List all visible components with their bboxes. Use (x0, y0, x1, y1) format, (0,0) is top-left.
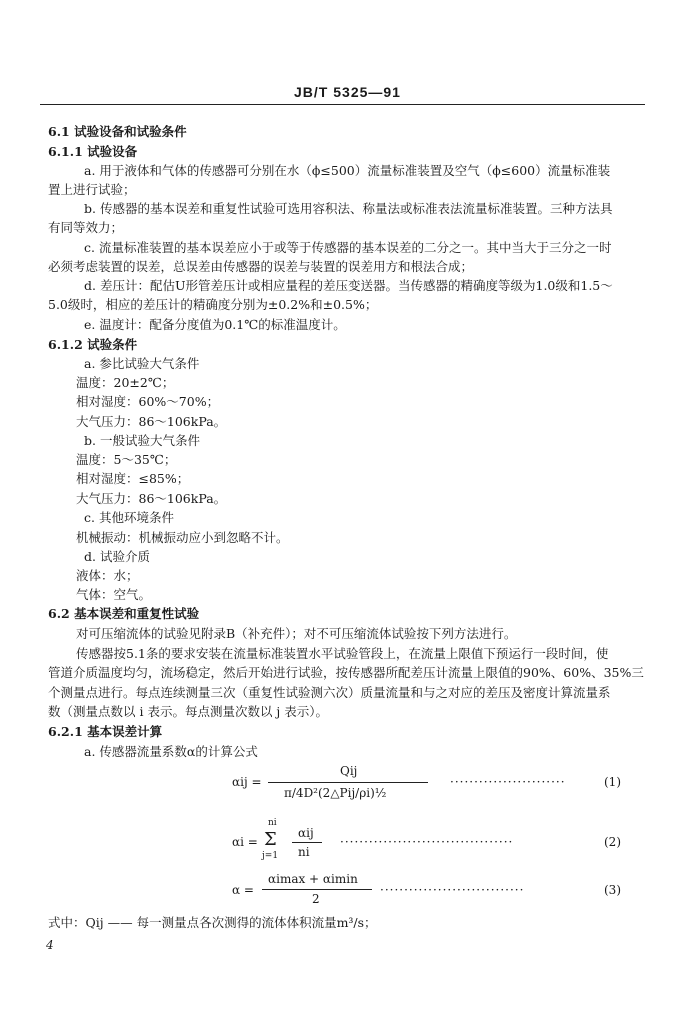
text-line: 大气压力：86～106kPa。 (76, 491, 227, 506)
formula-2-lhs: αi = (232, 835, 258, 849)
page-number: 4 (46, 938, 54, 952)
section-6-2-heading: 6.2 基本误差和重复性试验 (48, 606, 200, 621)
formula-1-number: (1) (604, 775, 621, 789)
text-line: 大气压力：86～106kPa。 (76, 414, 227, 429)
header-rule (40, 104, 645, 105)
text-line: 数（测量点数以 i 表示。每点测量次数以 j 表示）。 (48, 704, 329, 719)
section-6-2-1-heading: 6.2.1 基本误差计算 (48, 724, 163, 739)
section-6-1-2-heading: 6.1.2 试验条件 (48, 337, 138, 352)
text-line: 置上进行试验； (48, 182, 136, 197)
text-line: 个测量点进行。每点连续测量三次（重复性试验测六次）质量流量和与之对应的差压及密度计算流量系 (48, 685, 611, 700)
formula-3-fraction-bar (262, 889, 372, 890)
text-line: a. 传感器流量系数α的计算公式 (84, 744, 258, 759)
formula-3-numerator: αimax + αimin (268, 872, 358, 886)
formula-1-numerator: Qij (340, 764, 358, 778)
text-line: 温度：20±2℃； (76, 375, 175, 390)
text-line: 有同等效力； (48, 220, 124, 235)
formula-3-denominator: 2 (312, 892, 320, 906)
text-line: c. 其他环境条件 (84, 510, 174, 525)
formula-2-number: (2) (604, 835, 621, 849)
text-line: d. 试验介质 (84, 549, 150, 564)
text-line: c. 流量标准装置的基本误差应小于或等于传感器的基本误差的二分之一。其中当大于三分之一时 (84, 240, 612, 255)
formula-2-sum-upper: ni (268, 818, 277, 828)
text-line: b. 传感器的基本误差和重复性试验可选用容积法、称量法或标准表法流量标准装置。三种方法具 (84, 201, 613, 216)
formula-2-leader: ···································· (340, 835, 514, 849)
formula-2-sum-lower: j=1 (262, 851, 279, 861)
text-line: 管道介质温度均匀，流场稳定，然后开始进行试验，按传感器所配差压计流量上限值的90%、60%、35%三 (48, 665, 644, 680)
formula-2-fraction-bar (292, 842, 322, 843)
formula-2-sum-sign: Σ (264, 829, 277, 850)
formula-1-denominator: π/4D²(2△Pij/ρi)½ (284, 786, 387, 800)
text-line: 必须考虑装置的误差，总误差由传感器的误差与装置的误差用方和根法合成； (48, 259, 474, 274)
text-line: 气体：空气。 (76, 587, 152, 602)
formula-3-lhs: α = (232, 883, 254, 897)
text-line: a. 参比试验大气条件 (84, 356, 200, 371)
formula-2-numerator: αij (298, 826, 314, 840)
section-6-1-1-heading: 6.1.1 试验设备 (48, 144, 138, 159)
text-line: b. 一般试验大气条件 (84, 433, 200, 448)
text-line: 相对湿度：60%～70%； (76, 394, 220, 409)
formula-1-fraction-bar (268, 782, 428, 783)
text-line: e. 温度计：配备分度值为0.1℃的标准温度计。 (84, 317, 346, 332)
text-line: d. 差压计：配估U形管差压计或相应量程的差压变送器。当传感器的精确度等级为1.0级和1.5～ (84, 278, 613, 293)
section-6-1-heading: 6.1 试验设备和试验条件 (48, 124, 187, 139)
formula-3-number: (3) (604, 883, 621, 897)
text-line: 机械振动：机械振动应小到忽略不计。 (76, 530, 289, 545)
text-line: 传感器按5.1条的要求安装在流量标准装置水平试验管段上，在流量上限值下预运行一段时间，使 (76, 646, 609, 661)
text-line: 对可压缩流体的试验见附录B（补充件）；对不可压缩流体试验按下列方法进行。 (76, 626, 517, 641)
text-line: 液体：水； (76, 568, 139, 583)
text-line: a. 用于液体和气体的传感器可分别在水（ϕ≤500）流量标准装置及空气（ϕ≤600）流量标准装 (84, 163, 611, 178)
formula-1-lhs: αij = (232, 775, 262, 789)
text-line: 温度：5～35℃； (76, 452, 177, 467)
formula-1-leader: ························ (450, 775, 566, 789)
text-line: 5.0级时，相应的差压计的精确度分别为±0.2%和±0.5%； (48, 297, 378, 312)
text-line: 相对湿度：≤85%； (76, 471, 190, 486)
formula-2-denominator: ni (298, 845, 310, 859)
formula-3-leader: ······························ (380, 883, 525, 897)
standard-header: JB/T 5325—91 (294, 84, 401, 100)
formula-footnote: 式中：Qij —— 每一测量点各次测得的流体体积流量m³/s； (48, 915, 377, 930)
